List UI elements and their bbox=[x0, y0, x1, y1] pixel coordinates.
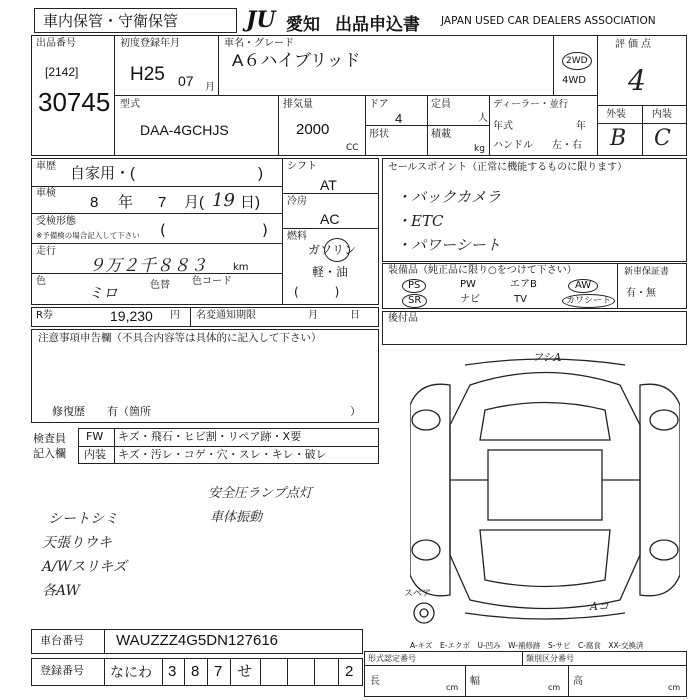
class-label: 類別区分番号 bbox=[526, 654, 574, 663]
remark-4: 各AW bbox=[42, 583, 80, 599]
diag-note-bottom: Aコ bbox=[590, 600, 609, 613]
sales-points-label: セールスポイント（正常に機能するものに限ります） bbox=[388, 162, 628, 173]
drive-4wd: 4WD bbox=[562, 75, 586, 86]
lot-number: 30745 bbox=[38, 87, 111, 117]
km-unit: km bbox=[233, 262, 249, 273]
chassis-number: WAUZZZ4G5DN127616 bbox=[116, 632, 278, 649]
insp-day-unit: 日) bbox=[240, 194, 260, 211]
repair-close: ） bbox=[350, 405, 361, 418]
sales-point-3: ・パワーシート bbox=[396, 236, 501, 254]
mileage-value: ９万２千８８３ bbox=[88, 256, 207, 276]
doors-label: ドア bbox=[369, 99, 389, 110]
recycle-label: R券 bbox=[36, 310, 53, 321]
fw-label: FW bbox=[86, 430, 104, 443]
afterfit-label: 後付品 bbox=[388, 313, 418, 324]
color-code-label: 色コード bbox=[192, 276, 232, 287]
insp-day: 19 bbox=[212, 190, 235, 211]
equip-tv: TV bbox=[514, 294, 527, 305]
height-cm: cm bbox=[668, 683, 681, 692]
shift-value: AT bbox=[320, 177, 337, 193]
diag-note-top: フシA bbox=[532, 351, 562, 364]
plate-digit-2: 8 bbox=[191, 663, 200, 680]
plate-digit-1: 3 bbox=[168, 663, 177, 680]
interior-insp-items: キズ・汚レ・コゲ・穴・スレ・キレ・破レ bbox=[118, 448, 327, 461]
mileage-label: 走行 bbox=[36, 246, 56, 257]
remark-3: A/Wスリキズ bbox=[42, 559, 127, 575]
inspector-label-2: 記入欄 bbox=[33, 447, 66, 460]
fuel-gas: ガソリン bbox=[308, 243, 357, 257]
diag-note-right-1: 安全圧ランプ点灯 bbox=[208, 486, 313, 501]
warranty-value: 有・無 bbox=[626, 288, 656, 299]
interior-insp-label: 内装 bbox=[84, 448, 106, 461]
exterior-label: 外装 bbox=[606, 109, 626, 120]
equipment-label: 装備品（純正品に限り○をつけて下さい） bbox=[388, 265, 577, 276]
equip-ps: PS bbox=[402, 279, 426, 293]
insp-month: 7 bbox=[158, 194, 167, 211]
height-label: 高 bbox=[573, 676, 583, 687]
width-cm: cm bbox=[548, 683, 561, 692]
recycle-amount: 19,230 bbox=[110, 308, 153, 324]
deadline-label: 名変通知期限 bbox=[196, 310, 256, 321]
displacement-label: 排気量 bbox=[283, 99, 313, 110]
repair-label: 修復歴 有（箇所 bbox=[52, 405, 151, 418]
handle-label: ハンドル bbox=[493, 140, 533, 151]
equip-navi: ナビ bbox=[460, 294, 480, 305]
first-reg-year: H25 bbox=[130, 64, 165, 85]
interior-label: 内装 bbox=[652, 109, 672, 120]
usage-label: 車歴 bbox=[36, 161, 56, 172]
score-label: 評価点 bbox=[615, 39, 654, 50]
chassis-label: 車台番号 bbox=[40, 634, 84, 647]
equip-airbag: エアB bbox=[510, 279, 537, 290]
shift-label: シフト bbox=[287, 161, 317, 172]
warranty-label: 新車保証書 bbox=[624, 267, 670, 277]
equip-aw: AW bbox=[568, 279, 598, 293]
kg-unit: kg bbox=[474, 144, 485, 154]
fuel-label: 燃料 bbox=[287, 231, 307, 242]
first-reg-label: 初度登録年月 bbox=[120, 38, 180, 49]
model-label: 車名・グレード bbox=[224, 38, 294, 49]
month-unit: 月 bbox=[205, 82, 215, 93]
equip-sr: SR bbox=[402, 294, 427, 308]
inspector-labels bbox=[33, 431, 71, 461]
fuel-diesel: 軽・油 bbox=[312, 265, 349, 279]
score-value: 4 bbox=[628, 64, 646, 97]
fuel-paren: ( ) bbox=[294, 285, 340, 299]
deadline-month: 月 bbox=[308, 310, 318, 321]
fw-items: キズ・飛石・ヒビ割・リペア跡・X要 bbox=[118, 430, 302, 443]
handle-value: 左・右 bbox=[552, 140, 582, 151]
shape-label: 形状 bbox=[369, 129, 389, 140]
insp-year: 8 bbox=[90, 194, 99, 211]
damage-legend: A-キズ E-エクボ U-凹み W-補修跡 S-サビ C-腐食 XX-交換済 bbox=[410, 641, 644, 650]
ac-label: 冷房 bbox=[287, 196, 307, 207]
insp-month-unit: 月( bbox=[184, 194, 204, 211]
lot-sub-number: [2142] bbox=[45, 65, 79, 79]
plate-label: 登録番号 bbox=[40, 664, 84, 677]
prefecture: 愛知 bbox=[286, 15, 320, 35]
first-reg-month: 07 bbox=[178, 73, 194, 89]
deadline-day: 日 bbox=[350, 310, 360, 321]
length-cm: cm bbox=[446, 683, 459, 692]
receipt-label: 受検形態 bbox=[36, 216, 76, 227]
equip-power-seat: カワシート bbox=[562, 294, 615, 308]
inspector-label-1: 検査員 bbox=[33, 432, 66, 445]
sales-point-2: ・ETC bbox=[396, 212, 444, 230]
storage-label: 車内保管・守衛保管 bbox=[43, 12, 179, 30]
afterfit-box bbox=[382, 311, 687, 345]
load-label: 積載 bbox=[431, 129, 451, 140]
receipt-paren-open: ( bbox=[160, 221, 166, 239]
sales-point-1: ・バックカメラ bbox=[396, 188, 502, 206]
displacement-value: 2000 bbox=[296, 121, 330, 138]
form-title: 出品申込書 bbox=[335, 15, 420, 35]
color-change-label: 色替 bbox=[150, 280, 170, 291]
receipt-paren-close: ) bbox=[262, 221, 268, 239]
storage-box bbox=[34, 8, 237, 33]
plate-digit-3: 7 bbox=[214, 663, 223, 680]
insp-year-unit: 年 bbox=[118, 194, 134, 211]
car-diagram bbox=[410, 355, 680, 625]
usage-value: 自家用・( bbox=[70, 165, 135, 182]
plate-area: なにわ bbox=[110, 664, 152, 680]
interior-score: C bbox=[654, 126, 671, 151]
recycle-yen: 円 bbox=[170, 310, 180, 321]
remark-1: シートシミ bbox=[48, 511, 118, 527]
color-label: 色 bbox=[36, 276, 46, 287]
type-value: DAA-4GCHJS bbox=[140, 122, 229, 138]
remark-2: 天張りウキ bbox=[42, 535, 112, 551]
ac-value: AC bbox=[320, 211, 340, 227]
cert-label: 形式認定番号 bbox=[368, 654, 416, 663]
cc-unit: CC bbox=[346, 143, 359, 153]
equip-pw: PW bbox=[460, 279, 476, 290]
plate-digit-7: 2 bbox=[345, 663, 354, 680]
length-label: 長 bbox=[370, 676, 380, 687]
color-value: ミロ bbox=[88, 284, 119, 302]
lot-label: 出品番号 bbox=[36, 38, 76, 49]
notes-label: 注意事項申告欄（不具合内容等は具体的に記入して下さい） bbox=[38, 332, 322, 344]
model-year-unit: 年 bbox=[576, 121, 586, 132]
capacity-label: 定員 bbox=[431, 99, 451, 110]
usage-close: ) bbox=[258, 165, 263, 182]
model-name: A６ハイブリッド bbox=[232, 51, 361, 70]
doors-value: 4 bbox=[395, 111, 403, 126]
type-label: 型式 bbox=[120, 99, 140, 110]
width-label: 幅 bbox=[470, 676, 480, 687]
plate-kana: せ bbox=[237, 663, 253, 680]
ju-logo: JU bbox=[246, 7, 276, 33]
spare-label: スペア bbox=[404, 589, 432, 599]
association-name: JAPAN USED CAR DEALERS ASSOCIATION bbox=[441, 15, 656, 27]
model-year-label: 年式 bbox=[493, 121, 513, 132]
dealer-label: ディーラー・並行 bbox=[493, 99, 569, 110]
receipt-note: ※予備検の場合記入して下さい bbox=[36, 231, 140, 240]
drive-2wd: 2WD bbox=[562, 52, 592, 70]
exterior-score: B bbox=[610, 126, 627, 151]
inspection-label: 車検 bbox=[36, 188, 56, 199]
capacity-unit: 人 bbox=[478, 113, 488, 124]
fuel-circle bbox=[324, 238, 350, 262]
diag-note-right-2: 車体振動 bbox=[210, 510, 263, 525]
